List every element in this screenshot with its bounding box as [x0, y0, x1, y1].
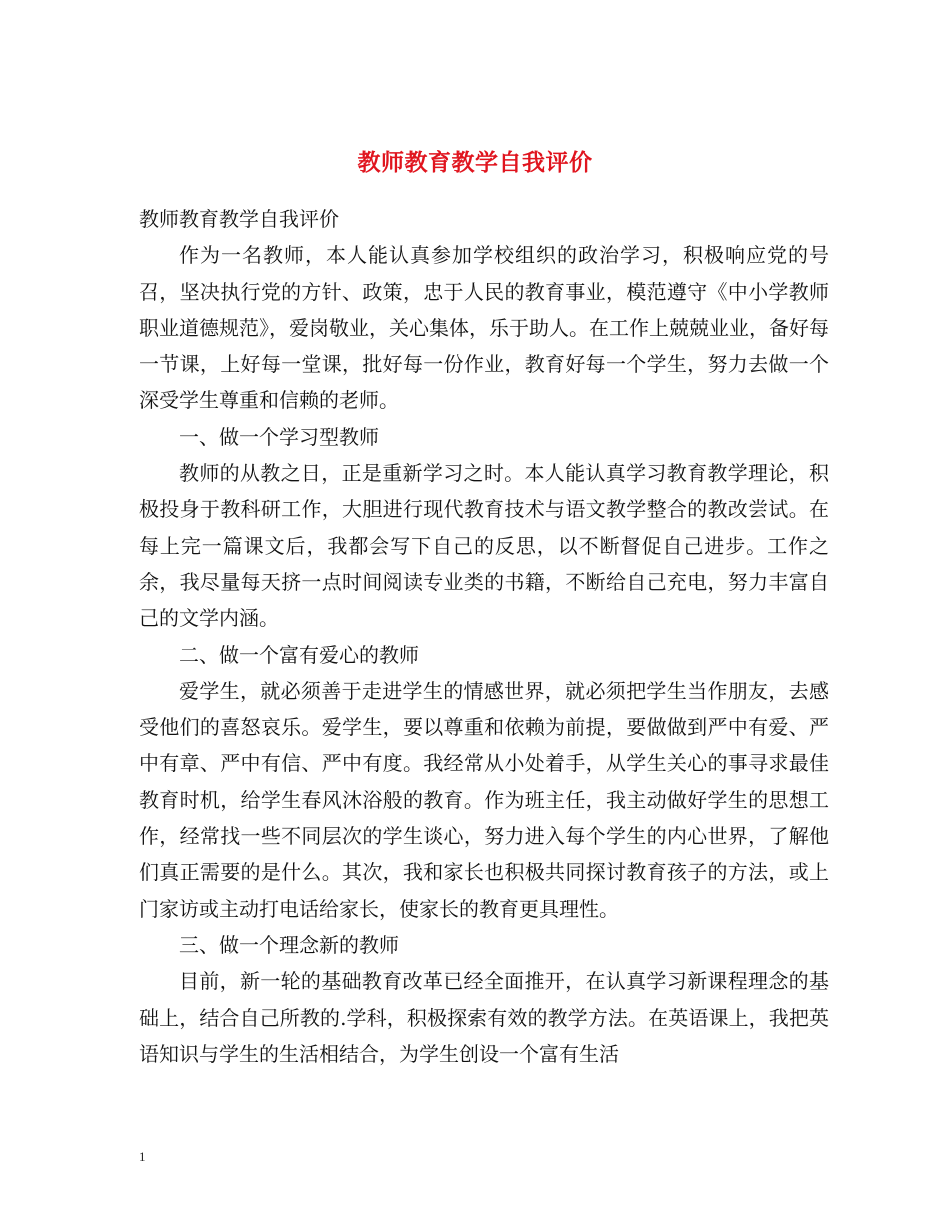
paragraph-intro: 作为一名教师，本人能认真参加学校组织的政治学习，积极响应党的号召，坚决执行党的方针、政策，忠于人民的教育事业，模范遵守《中小学教师职业道德规范》，爱岗敬业，关心集体，乐于助人。在工作上兢兢业业，备好每一节课，上好每一堂课，批好每一份作业，教育好每一个学生，努力去做一个深受学生尊重和信赖的老师。 [139, 243, 829, 413]
section-heading-3: 三、做一个理念新的教师 [179, 932, 399, 957]
paragraph-section-1: 教师的从教之日，正是重新学习之时。本人能认真学习教育教学理论，积极投身于教科研工作，大胆进行现代教育技术与语文教学整合的教改尝试。在每上完一篇课文后，我都会写下自己的反思，以不断督促自己进步。工作之余，我尽量每天挤一点时间阅读专业类的书籍，不断给自己充电，努力丰富自己的文学内涵。 [139, 461, 829, 631]
document-body [139, 201, 829, 1072]
paragraph-section-3: 目前，新一轮的基础教育改革已经全面推开，在认真学习新课程理念的基础上，结合自己所教的.学科，积极探索有效的教学方法。在英语课上，我把英语知识与学生的生活相结合，为学生创设一个富有生活 [139, 969, 829, 1066]
page-number: 1 [139, 1149, 146, 1164]
paragraph-heading: 教师教育教学自我评价 [139, 207, 339, 231]
paragraph-section-2: 爱学生，就必须善于走进学生的情感世界，就必须把学生当作朋友，去感受他们的喜怒哀乐。爱学生，要以尊重和依赖为前提，要做做到严中有爱、严中有章、严中有信、严中有度。我经常从小处着手，从学生关心的事寻求最佳教育时机，给学生春风沐浴般的教育。作为班主任，我主动做好学生的思想工作，经常找一些不同层次的学生谈心，努力进入每个学生的内心世界，了解他们真正需要的是什么。其次，我和家长也积极共同探讨教育孩子的方法，或上门家访或主动打电话给家长，使家长的教育更具理性。 [139, 678, 829, 921]
section-heading-2: 二、做一个富有爱心的教师 [179, 642, 419, 667]
section-heading-1: 一、做一个学习型教师 [179, 424, 379, 449]
document-title: 教师教育教学自我评价 [357, 149, 593, 177]
